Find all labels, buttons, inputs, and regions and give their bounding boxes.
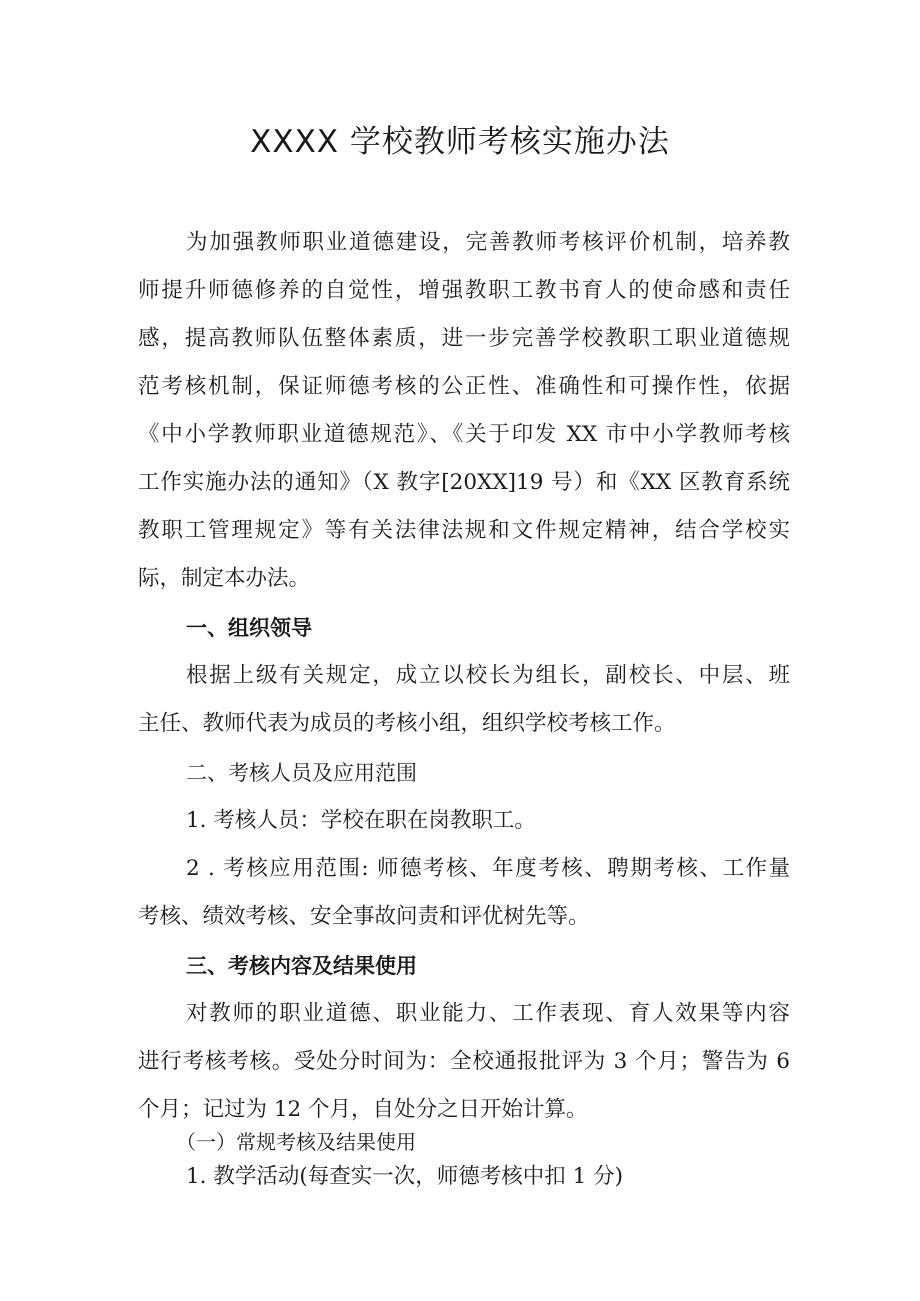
section3-line: 进行考核考核。受处分时间为：全校通报批评为 3 个月；警告为 6 <box>138 1049 790 1074</box>
document-title: XXXX 学校教师考核实施办法 <box>250 124 670 160</box>
section3-line: 个月；记过为 12 个月，自处分之日开始计算。 <box>138 1097 588 1122</box>
intro-line: 工作实施办法的通知》（X 教字[20XX]19 号）和《XX 区教育系统 <box>138 470 790 495</box>
subsection-item: 1. 教学活动(每查实一次，师德考核中扣 1 分) <box>186 1164 623 1189</box>
intro-line: 师提升师德修养的自觉性，增强教职工教书育人的使命感和责任 <box>138 278 790 303</box>
section1-line: 根据上级有关规定，成立以校长为组长，副校长、中层、班 <box>186 663 790 688</box>
intro-line: 为加强教师职业道德建设，完善教师考核评价机制，培养教 <box>186 230 790 255</box>
section2-item: 1. 考核人员：学校在职在岗教职工。 <box>186 808 536 833</box>
intro-line: 《中小学教师职业道德规范》、《关于印发 XX 市中小学教师考核 <box>138 422 790 447</box>
section-heading: 一、组织领导 <box>186 616 312 640</box>
section3-line: 对教师的职业道德、职业能力、工作表现、育人效果等内容 <box>186 1001 790 1026</box>
section2-item: 2 . 考核应用范围: 师德考核、年度考核、聘期考核、工作量 <box>186 856 790 881</box>
intro-line: 感，提高教师队伍整体素质，进一步完善学校教职工职业道德规 <box>138 326 790 351</box>
section1-line: 主任、教师代表为成员的考核小组，组织学校考核工作。 <box>138 711 676 736</box>
section-heading: 二、考核人员及应用范围 <box>186 761 417 785</box>
intro-line: 范考核机制，保证师德考核的公正性、准确性和可操作性，依据 <box>138 374 790 399</box>
intro-line: 际，制定本办法。 <box>138 566 311 591</box>
section2-item: 考核、绩效考核、安全事故问责和评优树先等。 <box>138 904 590 929</box>
intro-line: 教职工管理规定》等有关法律法规和文件规定精神，结合学校实 <box>138 518 790 543</box>
section-heading: 三、考核内容及结果使用 <box>186 954 417 978</box>
subsection-heading: （一）常规考核及结果使用 <box>176 1130 416 1154</box>
